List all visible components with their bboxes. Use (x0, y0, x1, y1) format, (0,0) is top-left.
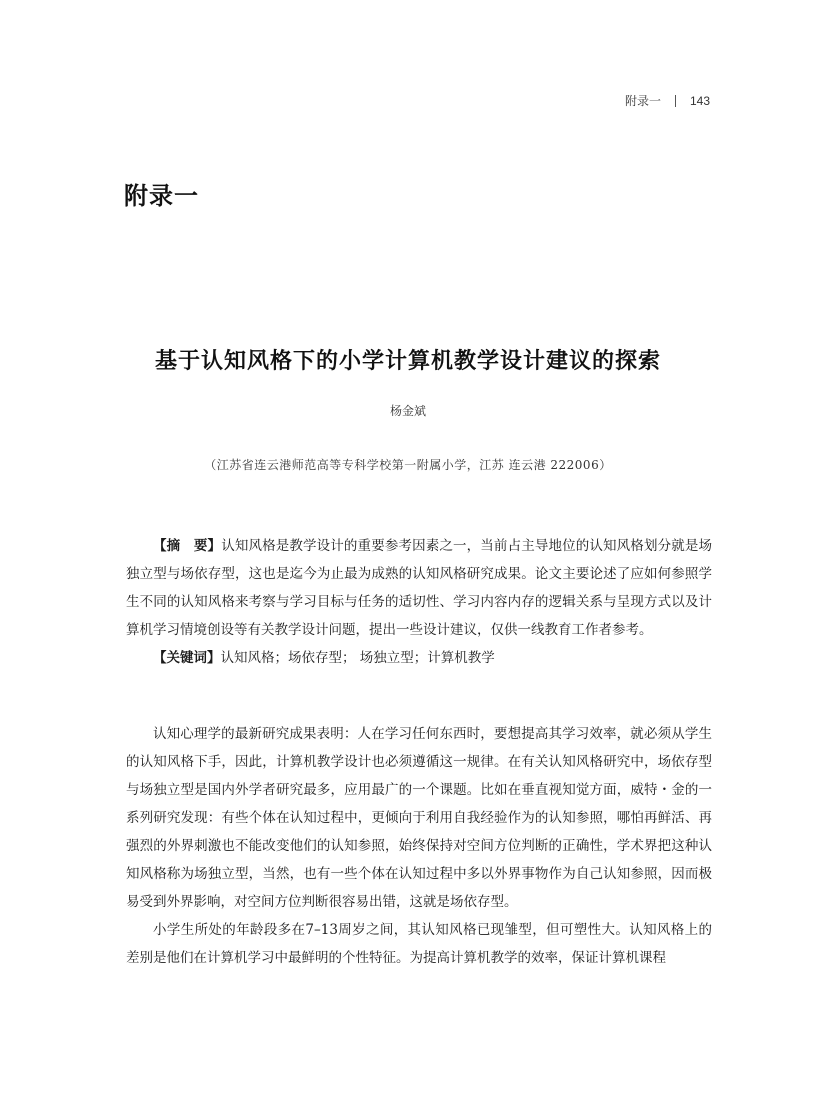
paper-title: 基于认知风格下的小学计算机教学设计建议的探索 (154, 348, 661, 374)
keywords-paragraph (126, 644, 712, 672)
abstract-paragraph (126, 532, 712, 644)
header-divider (675, 95, 676, 107)
header-section: 附录一 (624, 94, 661, 108)
author-affiliation: （江苏省连云港师范高等专科学校第一附属小学，江苏 连云港 222006） (204, 458, 612, 472)
appendix-title: 附录一 (124, 182, 199, 210)
page-number: 143 (689, 93, 710, 108)
body-paragraph: 认知心理学的最新研究成果表明：人在学习任何东西时，要想提高其学习效率，就必须从学生的认知风格下手，因此，计算机教学设计也必须遵循这一规律。在有关认知风格研究中，场依存型与场独立型是国内外学者研究最多，应用最广的一个课题。比如在垂直视知觉方面，威特・金的一系列研究发现：有些个体在认知过程中，更倾向于利用自我经验作为的认知参照，哪怕再鲜活、再强烈的外界刺激也不能改变他们的认知参照，始终保持对空间方位判断的正确性，学术界把这种认知风格称为场独立型，当然，也有一些个体在认知过程中多以外界事物作为自己认知参照，因而极易受到外界影响，对空间方位判断很容易出错，这就是场依存型。 (126, 726, 712, 910)
running-header (625, 92, 710, 109)
keywords-label: 【关键词】 (153, 650, 221, 666)
abstract-label: 【摘 要】 (153, 538, 222, 554)
body-text (126, 720, 712, 972)
body-paragraph: 小学生所处的年龄段多在7–13周岁之间，其认知风格已现雏型，但可塑性大。认知风格上的差别是他们在计算机学习中最鲜明的个性特征。为提高计算机教学的效率，保证计算机课程 (126, 922, 712, 966)
keywords-text: 认知风格；场依存型； 场独立型；计算机教学 (220, 650, 495, 666)
author-name: 杨金斌 (389, 404, 426, 418)
abstract-section (126, 532, 712, 672)
abstract-text: 认知风格是教学设计的重要参考因素之一，当前占主导地位的认知风格划分就是场独立型与场依存型，这也是迄今为止最为成熟的认知风格研究成果。论文主要论述了应如何参照学生不同的认知风格来考察与学习目标与任务的适切性、学习内容内存的逻辑关系与呈现方式以及计算机学习情境创设等有关教学设计问题，提出一些设计建议，仅供一线教育工作者参考。 (126, 538, 712, 638)
